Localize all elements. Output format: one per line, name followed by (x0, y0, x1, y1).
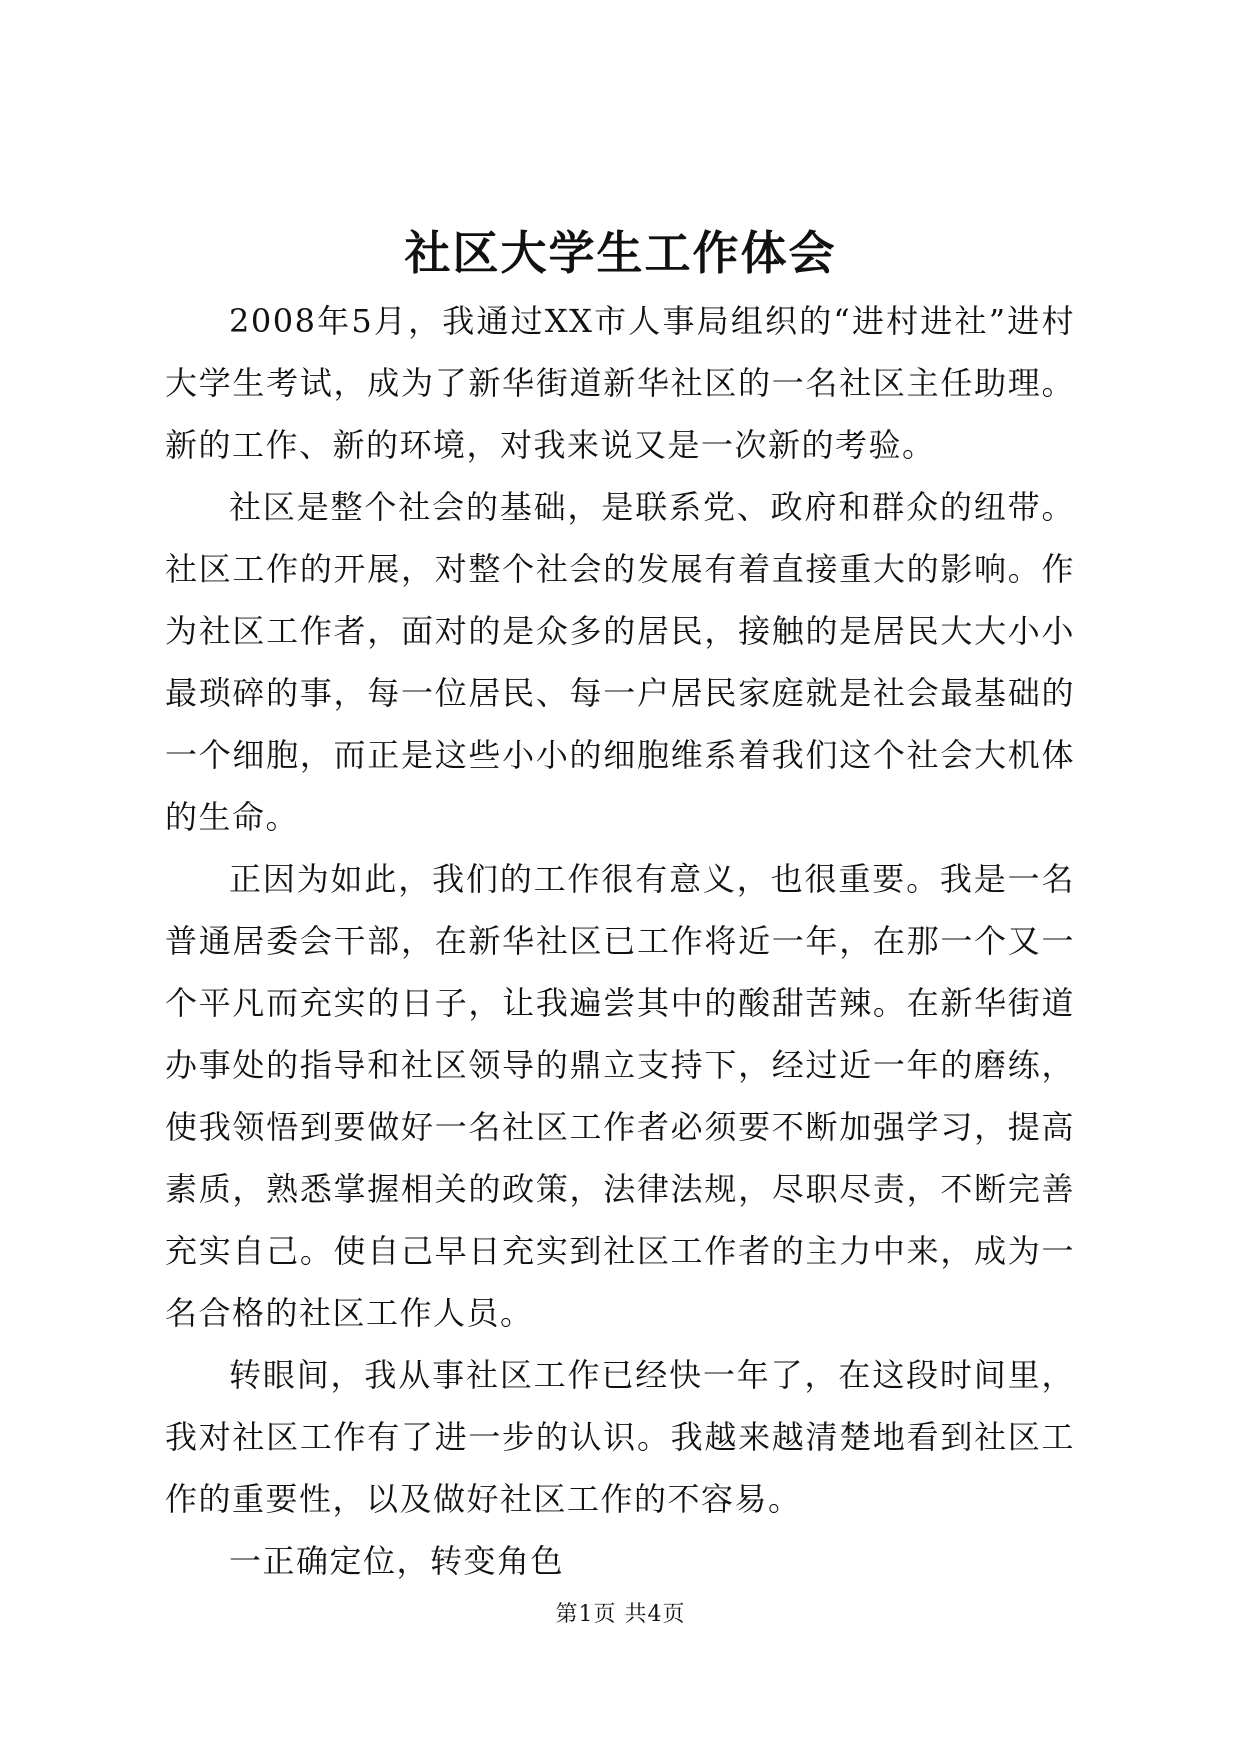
document-title: 社区大学生工作体会 (404, 226, 837, 280)
paragraph-2: 社区是整个社会的基础，是联系党、政府和群众的纽带。社区工作的开展，对整个社会的发展有着直接重大的影响。作为社区工作者，面对的是众多的居民，接触的是居民大大小小最琐碎的事，每一位居民、每一户居民家庭就是社会最基础的一个细胞，而正是这些小小的细胞维系着我们这个社会大机体的生命。 (165, 488, 1075, 836)
paragraph-1: 2008年5月，我通过XX市人事局组织的“进村进社”进村大学生考试，成为了新华街道新华社区的一名社区主任助理。新的工作、新的环境，对我来说又是一次新的考验。 (165, 302, 1075, 464)
document-body (165, 290, 1075, 1592)
page-number-footer: 第1页 共4页 (555, 1602, 686, 1627)
section-heading: 一正确定位，转变角色 (229, 1542, 565, 1580)
paragraph-4: 转眼间，我从事社区工作已经快一年了，在这段时间里，我对社区工作有了进一步的认识。我越来越清楚地看到社区工作的重要性，以及做好社区工作的不容易。 (165, 1356, 1075, 1518)
paragraph-3: 正因为如此，我们的工作很有意义，也很重要。我是一名普通居委会干部，在新华社区已工作将近一年，在那一个又一个平凡而充实的日子，让我遍尝其中的酸甜苦辣。在新华街道办事处的指导和社区领导的鼎立支持下，经过近一年的磨练，使我领悟到要做好一名社区工作者必须要不断加强学习，提高素质，熟悉掌握相关的政策，法律法规，尽职尽责，不断完善充实自己。使自己早日充实到社区工作者的主力中来，成为一名合格的社区工作人员。 (165, 860, 1075, 1332)
